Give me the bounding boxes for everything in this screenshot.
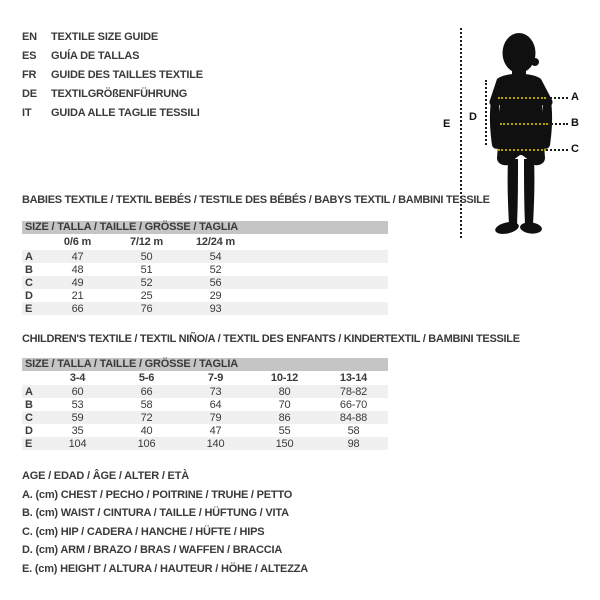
table-cell: 49 [71, 276, 84, 289]
column-header: 3-4 [69, 372, 86, 384]
table-cell: 50 [140, 250, 153, 263]
chest-measure-line [498, 97, 546, 99]
table-row [22, 385, 388, 398]
table-cell: 66 [140, 385, 153, 398]
table-cell: 72 [140, 411, 153, 424]
column-header: 7/12 m [129, 236, 164, 248]
measure-label-d: D [469, 111, 477, 123]
hip-measure-line [498, 149, 546, 151]
table-cell: 58 [347, 424, 360, 437]
language-code: EN [22, 31, 37, 43]
children-section-title: CHILDREN'S TEXTILE / TEXTIL NIÑO/A / TEXTIL DES ENFANTS / KINDERTEXTIL / BAMBINI TESSILE [22, 333, 520, 345]
table-row [22, 263, 388, 276]
language-row-es [22, 47, 203, 66]
silhouette-ear [531, 58, 539, 66]
table-cell: 53 [71, 398, 84, 411]
table-row [22, 276, 388, 289]
table-cell: 78-82 [339, 385, 368, 398]
table-cell: 66 [71, 302, 84, 315]
column-header: 7-9 [207, 372, 224, 384]
table-cell: 80 [278, 385, 291, 398]
row-label: B [25, 263, 33, 276]
table-cell: 66-70 [339, 398, 368, 411]
babies-size-header-bar: SIZE / TALLA / TAILLE / GRÖSSE / TAGLIA [22, 221, 388, 234]
table-cell: 60 [71, 385, 84, 398]
table-cell: 104 [68, 437, 87, 450]
table-cell: 64 [209, 398, 222, 411]
column-header: 13-14 [339, 372, 368, 384]
language-title: TEXTILGRÖßENFÜHRUNG [51, 88, 188, 100]
language-title: TEXTILE SIZE GUIDE [51, 31, 159, 43]
language-row-de [22, 85, 203, 104]
language-title: GUIDE DES TAILLES TEXTILE [51, 69, 203, 81]
measure-label-a: A [571, 91, 579, 103]
silhouette-left-leg [508, 159, 518, 225]
table-cell: 98 [347, 437, 360, 450]
table-cell: 106 [137, 437, 156, 450]
table-row [22, 424, 388, 437]
measure-label-b: B [571, 117, 579, 129]
table-cell: 35 [71, 424, 84, 437]
table-cell: 58 [140, 398, 153, 411]
column-header: 5-6 [138, 372, 155, 384]
silhouette-right-leg [524, 159, 534, 225]
waist-measure-line-extension [548, 123, 568, 125]
language-row-fr [22, 66, 203, 85]
row-label: E [25, 437, 33, 450]
row-label: C [25, 276, 33, 289]
table-cell: 51 [140, 263, 153, 276]
table-row [22, 250, 388, 263]
legend-line-age: AGE / EDAD / ÂGE / ALTER / ETÀ [22, 470, 189, 482]
measurement-figure [440, 25, 600, 240]
table-cell: 86 [278, 411, 291, 424]
height-measure-line [460, 28, 462, 238]
row-label: B [25, 398, 33, 411]
table-cell: 47 [209, 424, 222, 437]
language-title: GUÍA DE TALLAS [51, 50, 140, 62]
table-row [22, 289, 388, 302]
babies-size-table [22, 221, 388, 315]
table-cell: 47 [71, 250, 84, 263]
table-cell: 59 [71, 411, 84, 424]
table-cell: 40 [140, 424, 153, 437]
language-code: DE [22, 88, 37, 100]
table-cell: 21 [71, 289, 84, 302]
language-title: GUIDA ALLE TAGLIE TESSILI [51, 107, 200, 119]
row-label: D [25, 289, 33, 302]
child-silhouette-image [485, 31, 557, 239]
legend-line-arm: D. (cm) ARM / BRAZO / BRAS / WAFFEN / BRACCIA [22, 544, 283, 556]
column-header: 12/24 m [196, 236, 235, 248]
legend-line-height: E. (cm) HEIGHT / ALTURA / HAUTEUR / HÖHE / ALTEZZA [22, 562, 308, 575]
table-cell: 54 [209, 250, 222, 263]
column-header: 10-12 [270, 372, 299, 384]
table-cell: 93 [209, 302, 222, 315]
chest-measure-line-extension [546, 97, 568, 99]
table-row [22, 437, 388, 450]
table-cell: 150 [275, 437, 294, 450]
waist-measure-line [500, 123, 548, 125]
table-cell: 70 [278, 398, 291, 411]
language-list [22, 28, 203, 123]
table-cell: 73 [209, 385, 222, 398]
table-cell: 76 [140, 302, 153, 315]
row-label: A [25, 385, 33, 398]
language-code: ES [22, 50, 37, 62]
measurement-legend [22, 467, 308, 578]
legend-line-hip: C. (cm) HIP / CADERA / HANCHE / HÜFTE / HIPS [22, 525, 265, 538]
children-size-header-bar: SIZE / TALLA / TAILLE / GRÖSSE / TAGLIA [22, 358, 388, 371]
legend-line-chest: A. (cm) CHEST / PECHO / POITRINE / TRUHE / PETTO [22, 488, 293, 501]
table-cell: 55 [278, 424, 291, 437]
hip-measure-line-extension [546, 149, 568, 151]
measure-label-c: C [571, 143, 579, 155]
table-cell: 52 [209, 263, 222, 276]
babies-column-header-row [22, 234, 388, 250]
column-header: 0/6 m [63, 236, 92, 248]
children-column-header-row [22, 371, 388, 385]
row-label: C [25, 411, 33, 424]
row-label: E [25, 302, 33, 315]
language-row-it [22, 104, 203, 123]
language-code: FR [22, 69, 37, 81]
table-row [22, 398, 388, 411]
legend-line-waist: B. (cm) WAIST / CINTURA / TAILLE / HÜFTUNG / VITA [22, 507, 289, 519]
table-cell: 140 [206, 437, 225, 450]
language-row-en [22, 28, 203, 47]
silhouette-right-shoe [519, 221, 542, 234]
table-cell: 29 [209, 289, 222, 302]
measure-label-e: E [443, 118, 451, 130]
table-cell: 25 [140, 289, 153, 302]
babies-section-title: BABIES TEXTILE / TEXTIL BEBÉS / TESTILE DES BÉBÉS / BABYS TEXTIL / BAMBINI TESSILE [22, 194, 490, 206]
table-row [22, 411, 388, 424]
language-code: IT [22, 107, 32, 119]
children-size-table [22, 358, 388, 450]
table-cell: 48 [71, 263, 84, 276]
row-label: D [25, 424, 33, 437]
table-cell: 56 [209, 276, 222, 289]
table-cell: 79 [209, 411, 222, 424]
table-cell: 52 [140, 276, 153, 289]
table-row [22, 302, 388, 315]
row-label: A [25, 250, 33, 263]
table-cell: 84-88 [339, 411, 368, 424]
